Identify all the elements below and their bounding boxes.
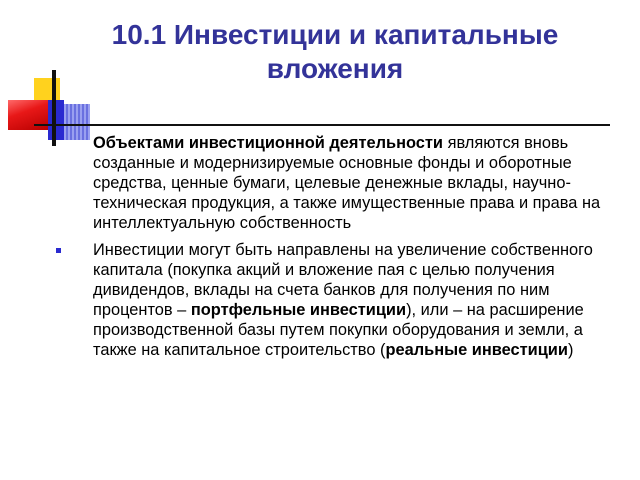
bullet-item-2 (56, 240, 618, 360)
bullet-item-1 (56, 133, 618, 233)
title-underline (34, 124, 610, 126)
slide-title: 10.1 Инвестиции и капитальные вложения (111, 19, 559, 84)
item-text-part-a: Инвестиции могут быть направлены на увеличение собственного капитала (покупка акций и вложение пая с целью получения дивидендов, вклады на счета банков для получения по ним процентов – (93, 241, 593, 319)
slide-content (56, 133, 618, 367)
item-text: являются вновь созданные и модернизируемые основные фонды и оборотные средства, ценные бумаги, целевые денежные вклады, научно-техническая продукция, а также имущественные права и права на интеллектуальную собственность (93, 134, 601, 232)
bold-term-portfolio: портфельные инвестиции (190, 301, 407, 319)
square-bullet-icon (56, 248, 61, 253)
bold-term-real: реальные инвестиции (385, 341, 568, 359)
item-text-part-c: ) (567, 341, 574, 359)
bold-lead-text: Объектами инвестиционной деятельности (93, 134, 444, 152)
item-text-part-b: ), или – на расширение производственной базы путем покупки оборудования и земли, а также на капитальное строительство ( (93, 301, 584, 359)
